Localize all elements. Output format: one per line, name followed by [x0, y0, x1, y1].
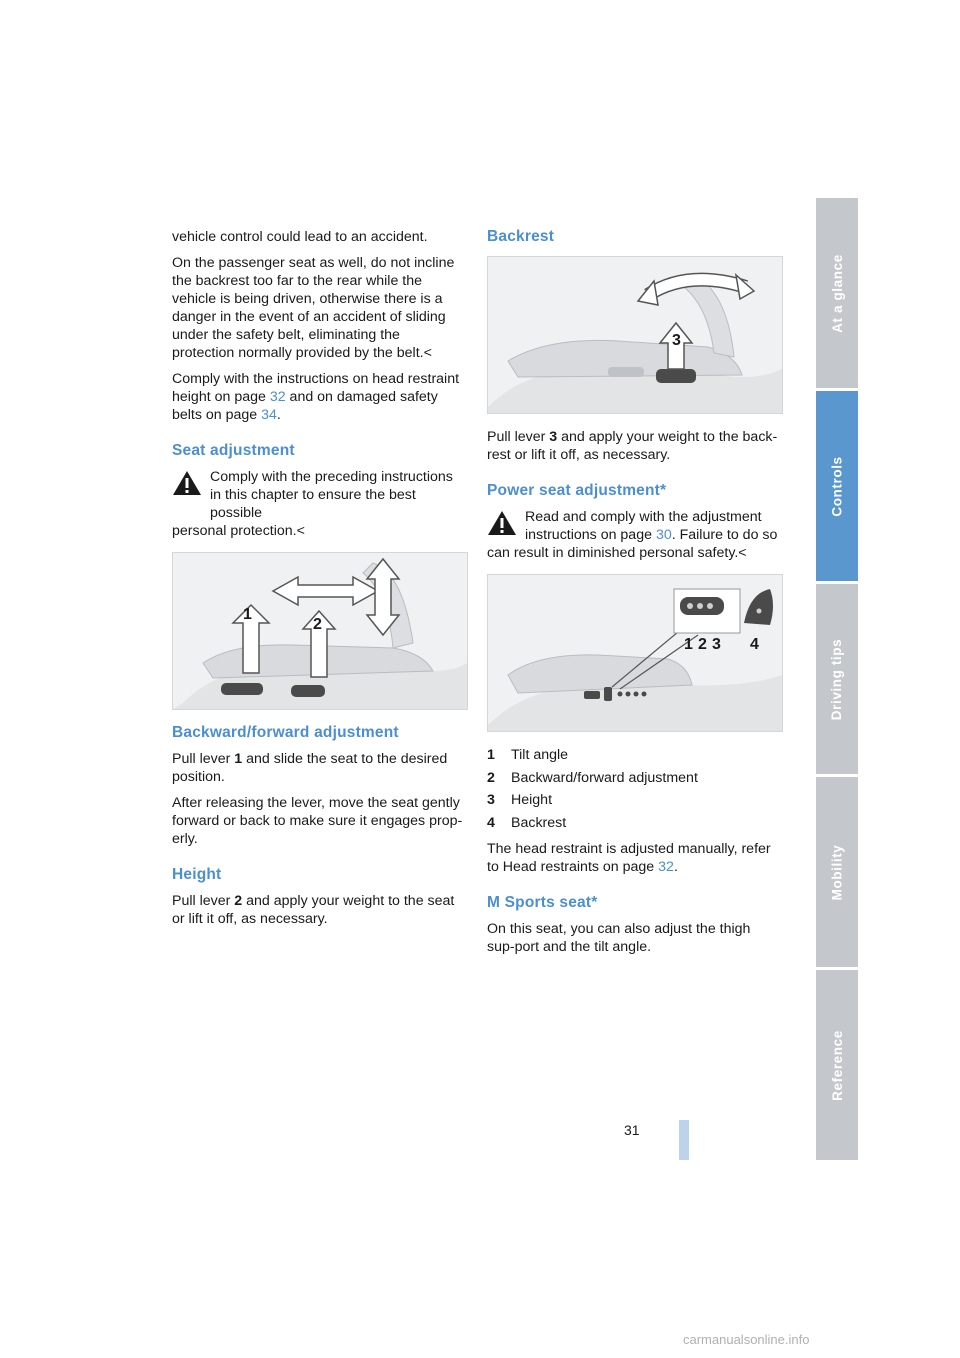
left-column [172, 228, 464, 936]
list-item: 3 Height [487, 792, 553, 808]
paragraph: After releasing the lever, move the seat gently forward or back to make sure it engages prop-erly. [172, 795, 463, 847]
heading-backward-forward: Backward/forward adjustment [172, 724, 399, 741]
paragraph: Comply with the instructions on head restraint height on page 32 and on damaged safety belts on page 34. [172, 371, 460, 423]
power-seat-figure [487, 574, 783, 732]
heading-seat-adjustment: Seat adjustment [172, 442, 295, 459]
tab-controls[interactable]: Controls [816, 391, 858, 581]
heading-height: Height [172, 866, 222, 883]
watermark: carmanualsonline.info [683, 1332, 810, 1347]
tab-driving-tips[interactable]: Driving tips [816, 584, 858, 774]
paragraph: The head restraint is adjusted manually, refer to Head restraints on page 32. [487, 840, 771, 875]
paragraph: Pull lever 1 and slide the seat to the desired position. [172, 751, 448, 785]
tab-reference[interactable]: Reference [816, 970, 858, 1160]
page-link-32[interactable]: 32 [269, 389, 286, 405]
legend-list [487, 746, 779, 832]
paragraph: Pull lever 3 and apply your weight to the back-rest or lift it off, as necessary. [487, 429, 778, 463]
backrest-illustration [488, 257, 782, 413]
figure-label: 1 [243, 606, 252, 623]
list-item: 2 Backward/forward adjustment [487, 769, 698, 786]
backrest-figure [487, 256, 783, 414]
page-number: 31 [624, 1122, 640, 1138]
heading-backrest: Backrest [487, 228, 555, 245]
warning-note: Read and comply with the adjustment instructions on page 30. Failure to do so can result in diminished personal safety.< [487, 509, 778, 561]
paragraph: On the passenger seat as well, do not incline the backrest too far to the rear while the vehicle is being driven, otherwise there is a danger in the event of an accident of sliding under the safety belt, eliminating the protection normally provided by the belt.< [172, 255, 455, 361]
seat-illustration [173, 553, 467, 709]
figure-label: 1 [684, 636, 693, 653]
chapter-tabs [816, 198, 858, 1160]
figure-label: 3 [712, 636, 721, 653]
power-seat-illustration [488, 575, 782, 731]
page-link-30[interactable]: 30 [655, 527, 672, 543]
warning-icon [172, 470, 202, 496]
heading-m-sports-seat: M Sports seat* [487, 893, 598, 911]
tab-mobility[interactable]: Mobility [816, 777, 858, 967]
seat-adjustment-figure [172, 552, 468, 710]
paragraph: On this seat, you can also adjust the thigh sup-port and the tilt angle. [487, 920, 751, 955]
page-link-34[interactable]: 34 [261, 407, 277, 423]
warning-note: Comply with the preceding instructions in this chapter to ensure the best possible personal protection.< [172, 469, 453, 539]
tab-at-a-glance[interactable]: At a glance [816, 198, 858, 388]
figure-label: 2 [313, 616, 322, 633]
paragraph: Pull lever 2 and apply your weight to the seat or lift it off, as necessary. [172, 893, 455, 927]
figure-label: 4 [750, 636, 759, 653]
right-column [487, 228, 779, 964]
warning-icon [487, 510, 517, 536]
paragraph: vehicle control could lead to an accident. [172, 229, 428, 245]
page-link-32[interactable]: 32 [658, 858, 674, 875]
figure-label: 2 [698, 636, 707, 653]
list-item: 1 Tilt angle [487, 747, 569, 763]
list-item: 4 Backrest [487, 814, 567, 831]
heading-power-seat: Power seat adjustment* [487, 482, 667, 499]
figure-label: 3 [672, 332, 681, 349]
page-marker-bar [679, 1120, 689, 1160]
